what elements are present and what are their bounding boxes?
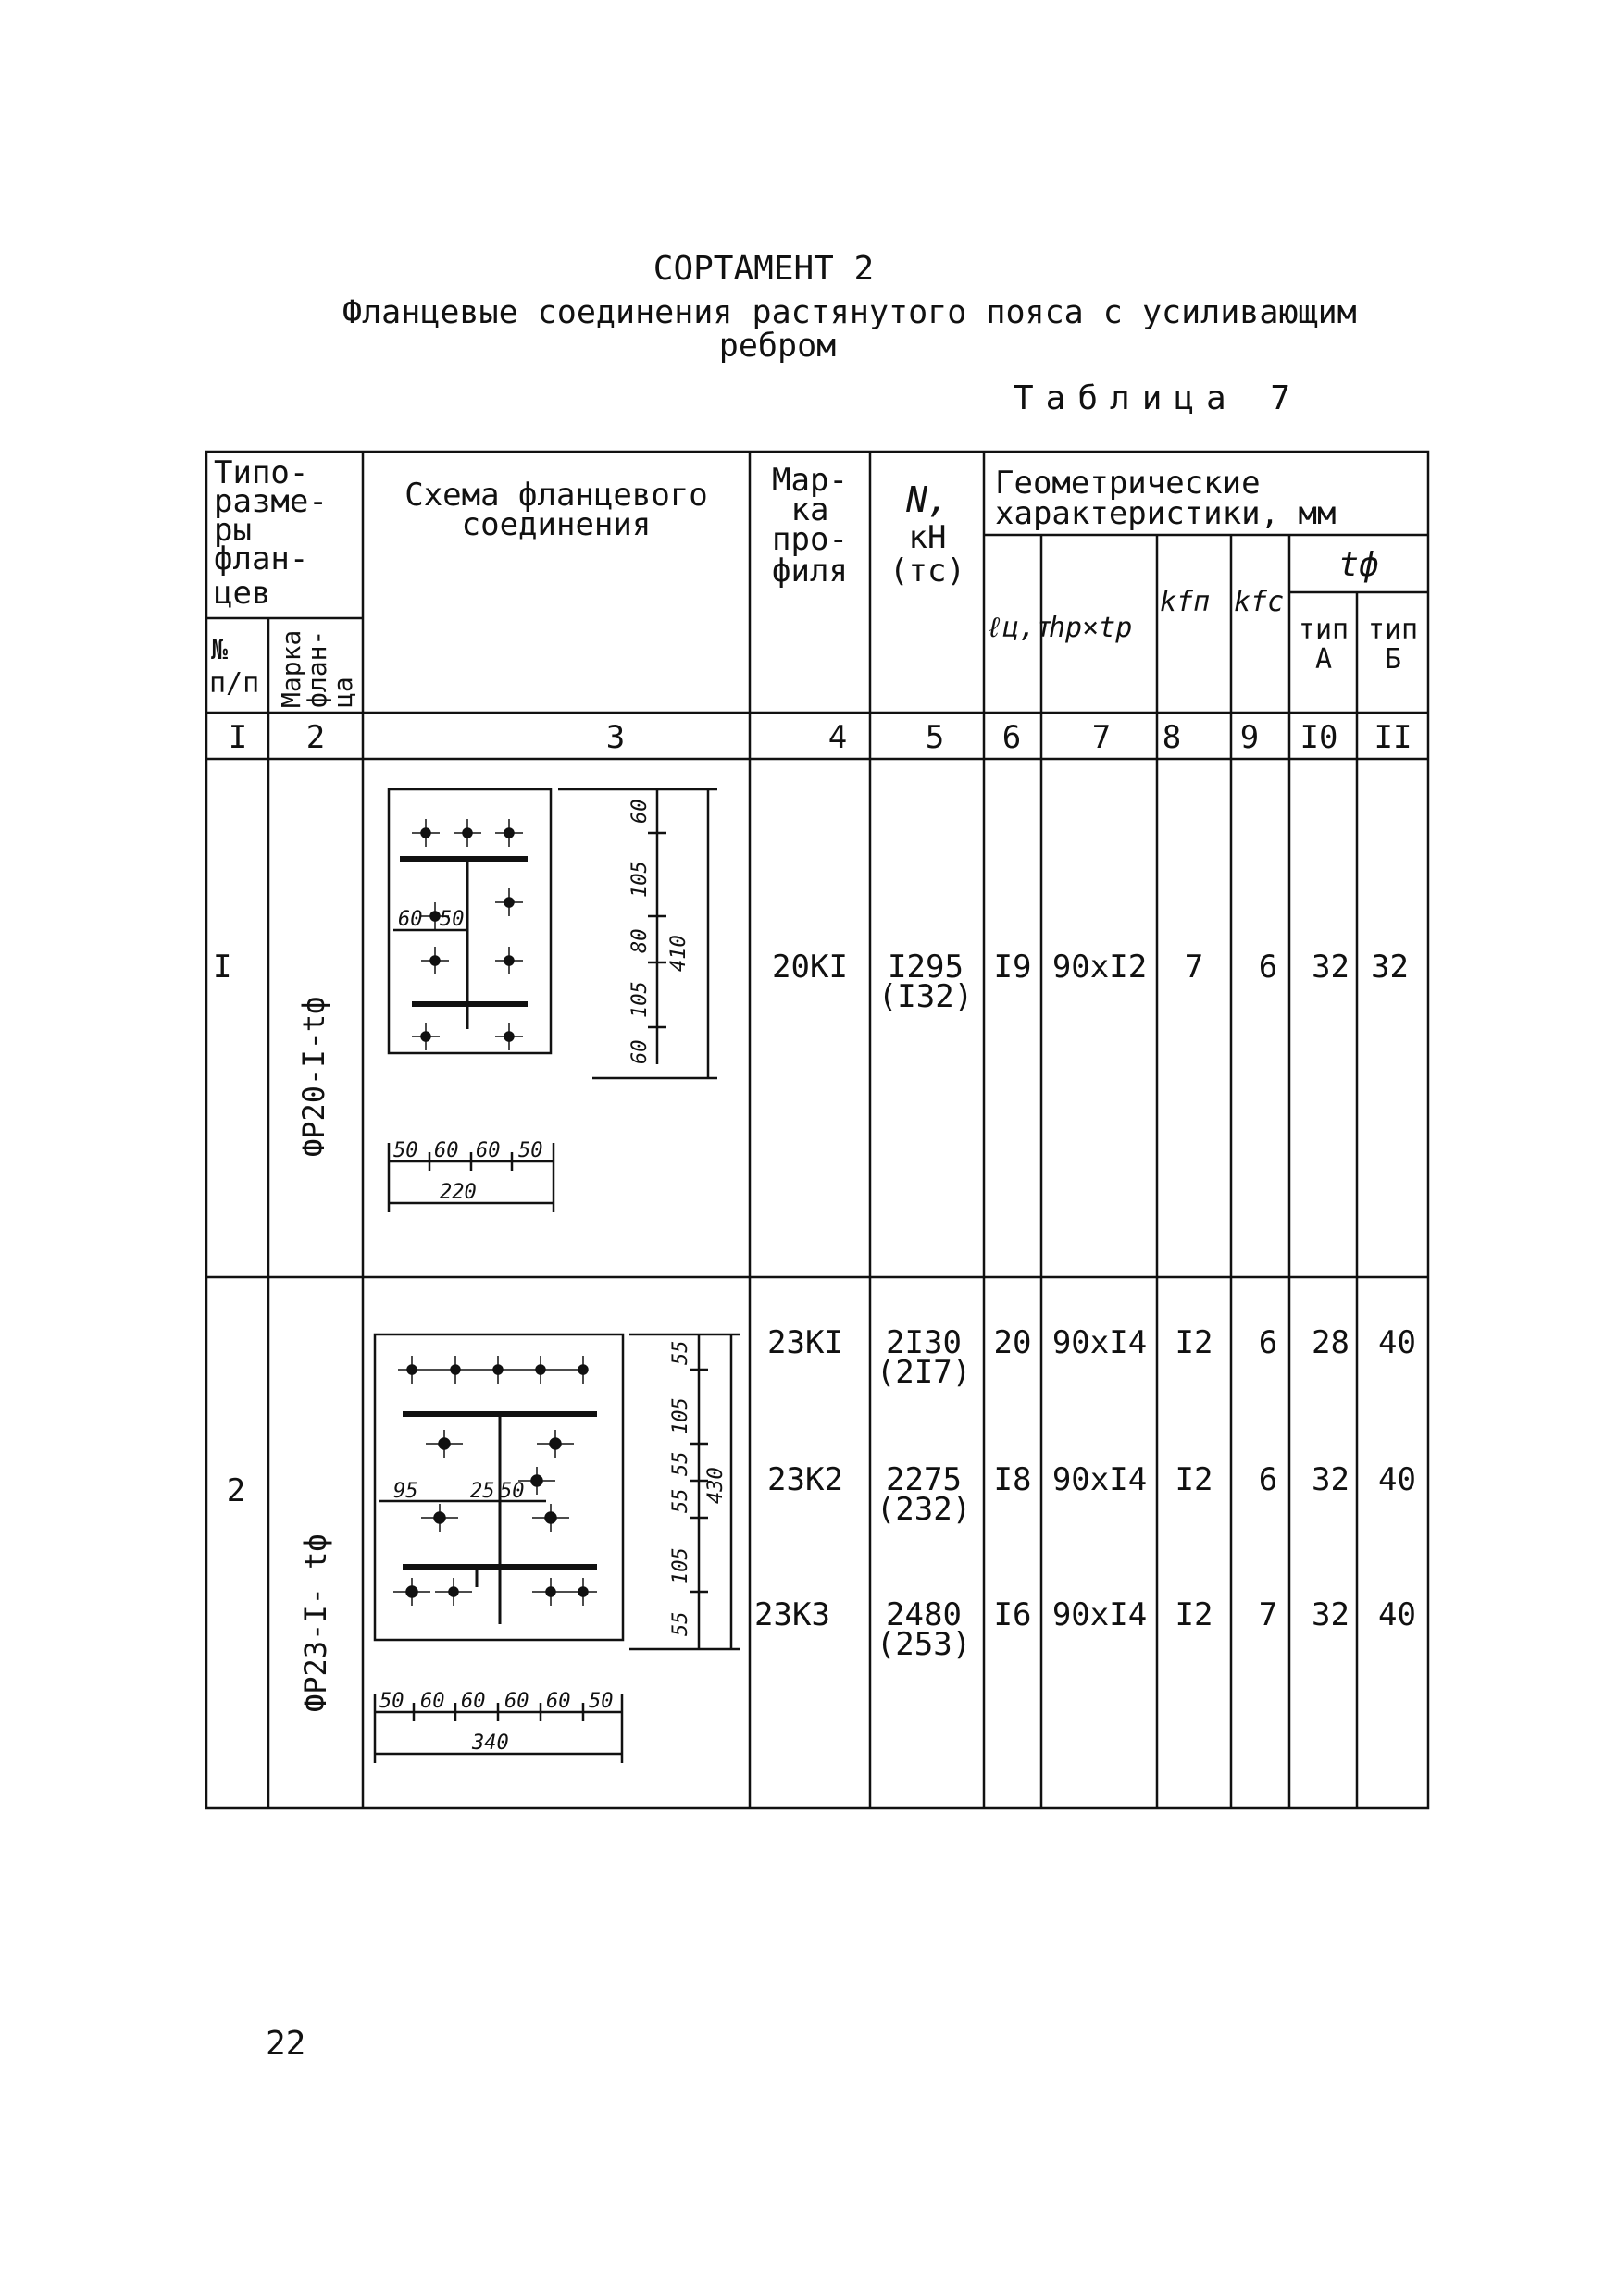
row2b-tb: 40 <box>1378 1461 1416 1498</box>
dim1-b-2: 60 <box>434 1139 459 1162</box>
dim1-b-3: 60 <box>476 1139 501 1162</box>
dim1-v-2: 105 <box>628 861 652 898</box>
col-number-4: 4 <box>827 719 848 756</box>
hdr-typo-1: Типо- <box>214 454 309 491</box>
col-number-9: 9 <box>1239 719 1260 756</box>
dim2-v-5: 105 <box>669 1547 692 1584</box>
row2b-l: I8 <box>993 1461 1032 1498</box>
row1-no: I <box>213 949 232 986</box>
row1-kfc: 6 <box>1258 949 1278 986</box>
dim2-b-4: 60 <box>504 1690 529 1713</box>
hdr-t-flange: tф <box>1338 546 1379 584</box>
dim1-b-total: 220 <box>440 1181 477 1204</box>
flange-scheme-2 <box>375 1334 740 1763</box>
dim2-h-3: 50 <box>500 1480 525 1503</box>
hdr-typo-5: цев <box>214 575 271 612</box>
row1-l: I9 <box>993 949 1032 986</box>
row2a-tb: 40 <box>1378 1324 1416 1361</box>
row2b-ta: 32 <box>1312 1461 1350 1498</box>
hdr-force-3: (тс) <box>889 552 965 590</box>
row2b-profile: 23К2 <box>767 1461 843 1498</box>
hdr-mark-3: ца <box>328 676 358 708</box>
row2a-l: 20 <box>993 1324 1032 1361</box>
row1-mark: ФР20-I-tф <box>296 996 331 1157</box>
dim2-v-4: 55 <box>669 1488 692 1513</box>
row1-profile: 20КI <box>772 949 848 986</box>
dim2-h-1: 95 <box>393 1480 418 1503</box>
row2b-force: 2275 <box>886 1461 962 1498</box>
row2a-ta: 28 <box>1312 1324 1350 1361</box>
row1-force-tc: (I32) <box>877 978 974 1015</box>
dim2-v-total: 430 <box>704 1467 728 1504</box>
hdr-scheme-2: соединения <box>461 506 652 543</box>
col-number-6: 6 <box>1001 719 1022 756</box>
row2a-kfp: I2 <box>1175 1324 1213 1361</box>
row1-kfp: 7 <box>1184 949 1204 986</box>
row2c-ta: 32 <box>1312 1596 1350 1633</box>
col-number-10: I0 <box>1300 719 1338 756</box>
row1-force: I295 <box>888 949 964 986</box>
col-number-1: I <box>228 719 248 756</box>
hdr-profile-1: Мар- <box>772 462 848 499</box>
table-caption: Таблица 7 <box>1014 379 1303 417</box>
hdr-mark-2: флан- <box>302 629 332 708</box>
hdr-type-b-1: тип <box>1367 614 1419 646</box>
page-title: СОРТАМЕНТ 2 <box>653 250 875 288</box>
hdr-typo-2: разме- <box>214 483 328 520</box>
col-number-5: 5 <box>925 719 945 756</box>
page-subtitle-line2: ребром <box>718 328 837 365</box>
row1-tb: 32 <box>1371 949 1409 986</box>
hdr-type-a-1: тип <box>1298 614 1350 646</box>
hdr-hp-tp: hp×tp <box>1049 612 1133 644</box>
row2a-force-tc: (2I7) <box>876 1354 972 1391</box>
hdr-geom-2: характеристики, мм <box>995 495 1337 532</box>
hdr-force-2: кН <box>908 519 947 556</box>
page-subtitle-line1: Фланцевые соединения растянутого пояса с усиливающим <box>342 294 1357 331</box>
dim2-b-2: 60 <box>420 1690 445 1713</box>
hdr-force-1: N, <box>906 479 949 520</box>
dim2-b-total: 340 <box>472 1731 509 1755</box>
row2c-tb: 40 <box>1378 1596 1416 1633</box>
row1-ta: 32 <box>1312 949 1350 986</box>
dim1-v-3: 80 <box>628 928 652 953</box>
dim1-v-4: 105 <box>628 981 652 1018</box>
dim2-v-3: 55 <box>669 1451 692 1476</box>
col-number-3: 3 <box>605 719 626 756</box>
dim2-b-5: 60 <box>546 1690 571 1713</box>
flange-scheme-1 <box>389 789 717 1212</box>
dim2-b-1: 50 <box>379 1690 404 1713</box>
row2a-force: 2I30 <box>886 1324 962 1361</box>
hdr-geom-1: Геометрические <box>995 465 1261 502</box>
row2c-kfp: I2 <box>1175 1596 1213 1633</box>
hdr-no-2: п/п <box>209 667 260 700</box>
hdr-type-a-2: А <box>1314 643 1333 676</box>
row2c-profile: 23К3 <box>754 1596 830 1633</box>
col-number-2: 2 <box>305 719 326 756</box>
col-number-11: II <box>1374 719 1412 756</box>
dim1-h-2: 50 <box>440 908 465 931</box>
col-number-8: 8 <box>1162 719 1182 756</box>
hdr-mark-1: Марка <box>276 629 306 708</box>
hdr-l: ℓц,т <box>986 612 1053 644</box>
hdr-profile-4: филя <box>772 552 848 590</box>
dim1-v-5: 60 <box>628 1039 652 1064</box>
row2c-force: 2480 <box>886 1596 962 1633</box>
row2a-profile: 23КI <box>767 1324 843 1361</box>
row2-mark: ФР23-I- tф <box>298 1533 333 1712</box>
page-number: 22 <box>266 2025 306 2063</box>
dim1-h-1: 60 <box>398 908 423 931</box>
hdr-scheme-1: Схема фланцевого <box>404 477 708 514</box>
row2b-hp-tp: 90хI4 <box>1051 1461 1148 1498</box>
hdr-typo-4: флан- <box>214 540 309 577</box>
row2b-kfc: 6 <box>1258 1461 1278 1498</box>
dim2-v-2: 105 <box>669 1397 692 1434</box>
row2a-hp-tp: 90хI4 <box>1051 1324 1148 1361</box>
dim2-h-2: 25 <box>470 1480 495 1503</box>
hdr-profile-2: ка <box>790 491 829 528</box>
dim2-v-1: 55 <box>669 1340 692 1365</box>
row2a-kfc: 6 <box>1258 1324 1278 1361</box>
row2c-hp-tp: 90хI4 <box>1051 1596 1148 1633</box>
dim2-b-3: 60 <box>461 1690 486 1713</box>
row2c-l: I6 <box>993 1596 1032 1633</box>
dim1-b-4: 50 <box>518 1139 543 1162</box>
row2c-kfc: 7 <box>1258 1596 1278 1633</box>
dim1-v-total: 410 <box>667 935 690 972</box>
row2b-force-tc: (232) <box>876 1491 972 1528</box>
table-row <box>227 1324 1416 1712</box>
row1-hp-tp: 90хI2 <box>1051 949 1148 986</box>
dim1-b-1: 50 <box>393 1139 418 1162</box>
dim1-v-1: 60 <box>628 799 652 824</box>
hdr-kfp: kfп <box>1160 586 1211 618</box>
dim2-b-6: 50 <box>589 1690 614 1713</box>
row2c-force-tc: (253) <box>876 1626 972 1663</box>
row2-no: 2 <box>226 1472 246 1509</box>
hdr-kfc: kfc <box>1234 586 1285 618</box>
hdr-profile-3: про- <box>772 521 848 558</box>
row2b-kfp: I2 <box>1175 1461 1213 1498</box>
hdr-no-1: № <box>211 634 229 666</box>
hdr-typo-3: ры <box>214 512 252 549</box>
col-number-7: 7 <box>1091 719 1112 756</box>
dim2-v-6: 55 <box>669 1611 692 1636</box>
hdr-type-b-2: Б <box>1384 643 1402 676</box>
